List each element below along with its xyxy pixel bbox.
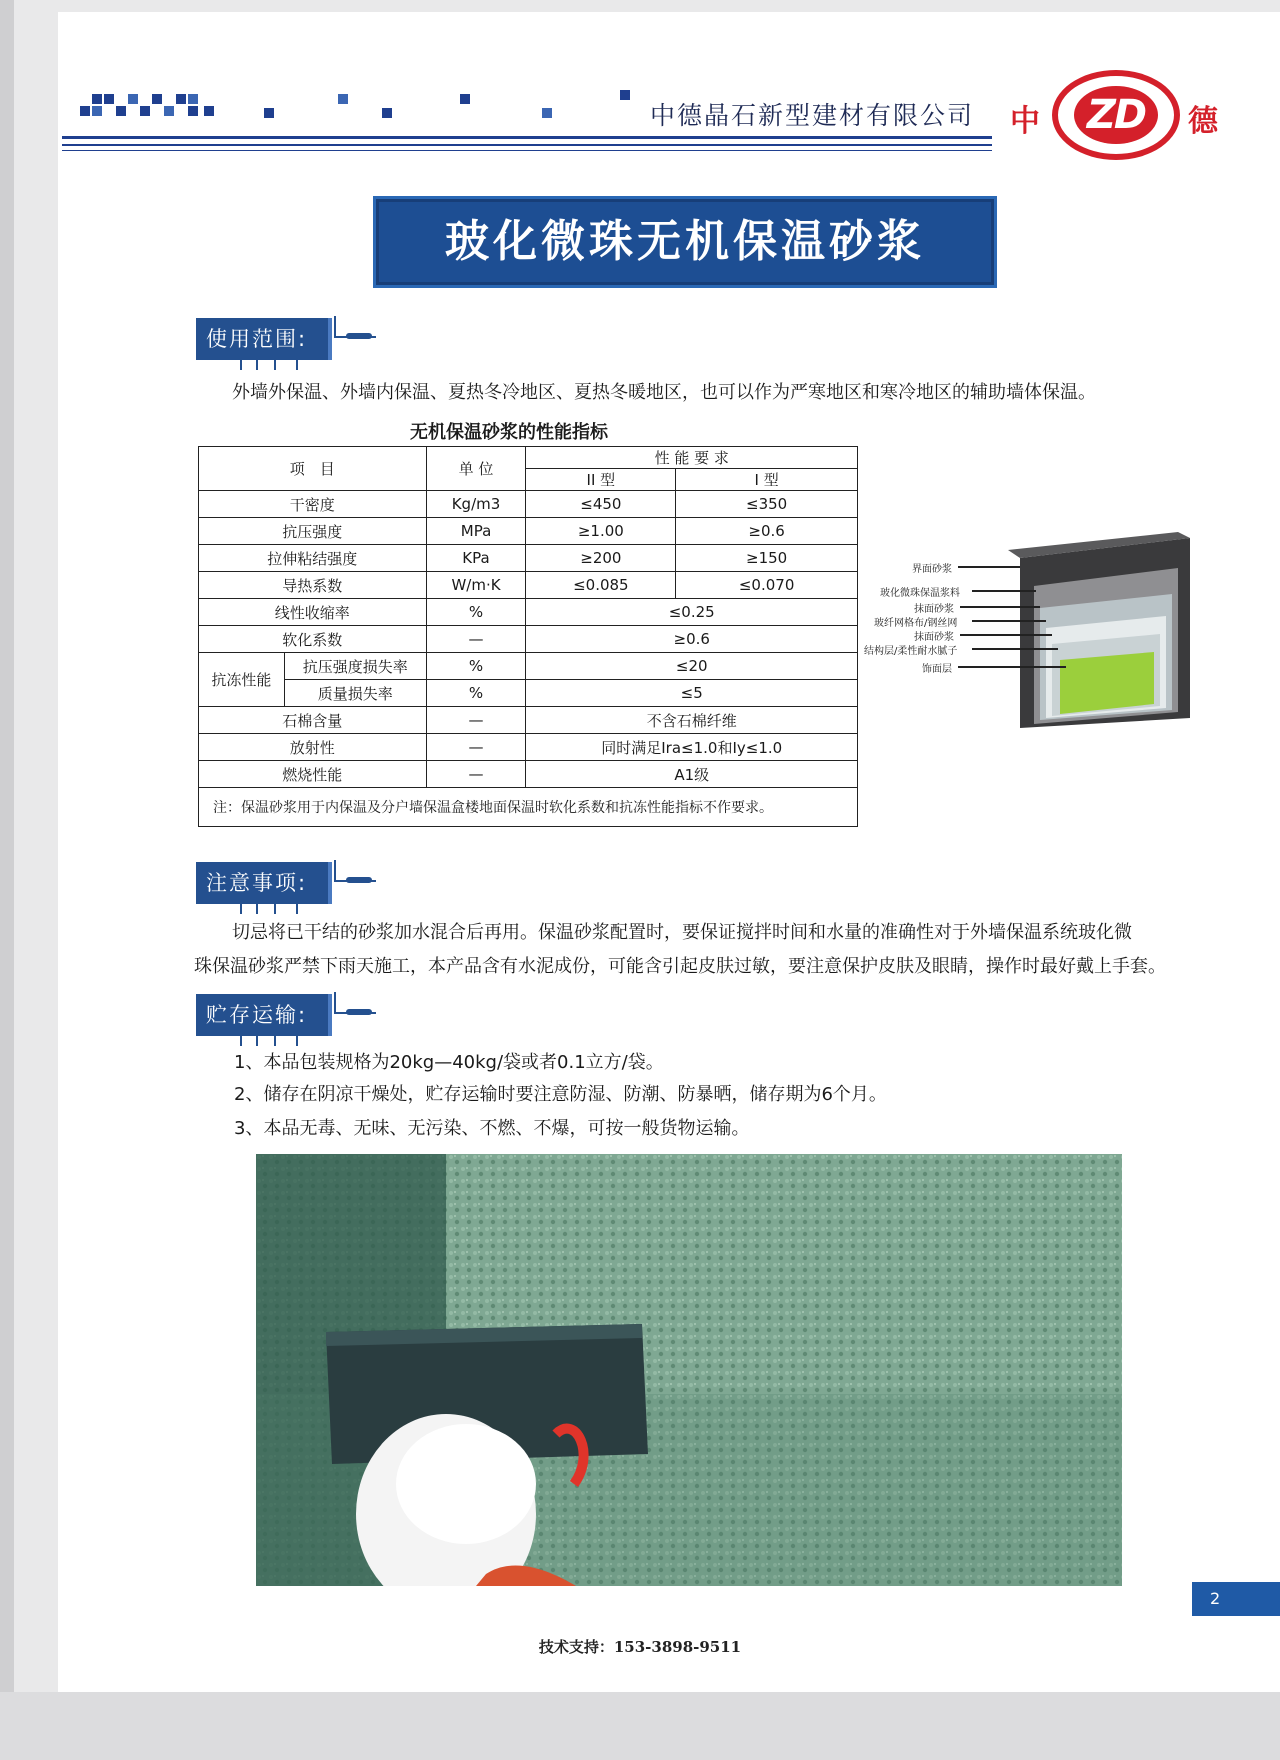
tech-support-line: 技术支持：153-3898-9511 [538,1638,742,1656]
diagram-leader-line [972,648,1058,650]
row-value: ≤20 [526,653,858,680]
tab-dot-decoration [346,1009,372,1015]
diagram-label: 结构层/柔性耐水腻子 [864,646,958,657]
row-value: 同时满足Ira≤1.0和Iy≤1.0 [526,734,858,761]
header-rule [62,144,992,146]
table-row [199,761,858,788]
section-heading-storage: 贮存运输: [206,1003,308,1027]
spec-table [198,446,858,827]
scan-edge [0,0,14,1760]
tab-dot-decoration [346,877,372,883]
row-unit: % [426,680,526,707]
row-item: 线性收缩率 [199,599,427,626]
section-heading-usage: 使用范围: [206,327,308,351]
application-photo [256,1154,1122,1586]
storage-item: 2、储存在阴凉干燥处，贮存运输时要注意防湿、防潮、防暴晒，储存期为6个月。 [234,1084,887,1105]
scan-bottom [0,1692,1280,1760]
row-item: 抗压强度损失率 [284,653,426,680]
row-item: 抗压强度 [199,518,427,545]
row-unit: KPa [426,545,526,572]
table-row [199,626,858,653]
logo-mark: ZD [1074,86,1158,144]
header-type-1: I 型 [676,469,858,491]
diagram-label: 抹面砂浆 [914,604,954,615]
row-type-2: ≥200 [526,545,676,572]
table-title: 无机保温砂浆的性能指标 [410,422,608,443]
notes-text-line-1: 切忌将已干结的砂浆加水混合后再用。保温砂浆配置时，要保证搅拌时间和水量的准确性对于外墙保温系统玻化微 [232,922,1132,943]
row-unit: — [426,626,526,653]
tab-dot-decoration [346,333,372,339]
row-value: ≥0.6 [526,626,858,653]
row-unit: MPa [426,518,526,545]
header-requirements: 性 能 要 求 [526,447,858,469]
page-title-banner [373,196,997,288]
row-type-1: ≥0.6 [676,518,858,545]
row-value: ≤5 [526,680,858,707]
row-item: 软化系数 [199,626,427,653]
row-unit: % [426,599,526,626]
diagram-leader-line [958,566,1020,568]
freeze-group-label: 抗冻性能 [199,653,285,707]
row-type-1: ≤350 [676,491,858,518]
plastering-photo-illustration [256,1154,1122,1586]
section-tab-usage [196,318,332,360]
row-value: ≤0.25 [526,599,858,626]
header-unit: 单 位 [426,447,526,491]
section-heading-notes: 注意事项: [206,871,308,895]
diagram-leader-line [972,590,1036,592]
notes-text-line-2: 珠保温砂浆严禁下雨天施工，本产品含有水泥成份，可能含引起皮肤过敏，要注意保护皮肤及眼睛，操作时最好戴上手套。 [194,956,1166,977]
header-type-2: II 型 [526,469,676,491]
table-row [199,653,858,680]
diagram-leader-line [960,634,1052,636]
diagram-label: 抹面砂浆 [914,632,954,643]
section-tab-storage [196,994,332,1036]
row-value: 不含石棉纤维 [526,707,858,734]
page-title: 玻化微珠无机保温砂浆 [445,216,925,267]
row-item: 拉伸粘结强度 [199,545,427,572]
table-row [199,680,858,707]
company-name: 中德晶石新型建材有限公司 [650,101,975,130]
table-row [199,707,858,734]
row-unit: Kg/m3 [426,491,526,518]
diagram-leader-line [958,666,1066,668]
row-item: 导热系数 [199,572,427,599]
logo-left-char: 中 [1010,104,1040,139]
row-type-1: ≥150 [676,545,858,572]
header-rule [62,136,992,139]
table-row [199,734,858,761]
row-item: 干密度 [199,491,427,518]
row-unit: — [426,761,526,788]
row-item: 燃烧性能 [199,761,427,788]
header-rule [62,150,992,151]
diagram-label: 玻化微珠保温浆料 [880,588,960,599]
diagram-label: 饰面层 [922,664,952,675]
table-row [199,599,858,626]
row-type-2: ≥1.00 [526,518,676,545]
table-row [199,491,858,518]
wall-layer-diagram [860,528,1220,738]
usage-text: 外墙外保温、外墙内保温、夏热冬冷地区、夏热冬暖地区，也可以作为严寒地区和寒冷地区的辅助墙体保温。 [232,382,1096,403]
row-item: 石棉含量 [199,707,427,734]
row-type-1: ≤0.070 [676,572,858,599]
header-pixel-decoration [80,88,640,122]
diagram-label: 玻纤网格布/钢丝网 [874,618,958,629]
diagram-leader-line [960,606,1040,608]
section-tab-notes [196,862,332,904]
diagram-label: 界面砂浆 [912,564,952,575]
row-item: 放射性 [199,734,427,761]
storage-item: 1、本品包装规格为20kg—40kg/袋或者0.1立方/袋。 [234,1052,664,1073]
table-note: 注：保温砂浆用于内保温及分户墙保温盒楼地面保温时软化系数和抗冻性能指标不作要求。 [199,788,858,827]
row-type-2: ≤450 [526,491,676,518]
table-row [199,545,858,572]
row-unit: — [426,707,526,734]
storage-item: 3、本品无毒、无味、无污染、不燃、不爆，可按一般货物运输。 [234,1118,750,1139]
header-item: 项 目 [199,447,427,491]
row-value: A1级 [526,761,858,788]
row-unit: — [426,734,526,761]
row-unit: % [426,653,526,680]
row-item: 质量损失率 [284,680,426,707]
row-unit: W/m·K [426,572,526,599]
logo-right-char: 德 [1188,104,1218,139]
table-row [199,518,858,545]
row-type-2: ≤0.085 [526,572,676,599]
company-logo [1052,70,1180,160]
table-row [199,572,858,599]
page-number: 2 [1192,1582,1280,1616]
diagram-leader-line [972,620,1046,622]
